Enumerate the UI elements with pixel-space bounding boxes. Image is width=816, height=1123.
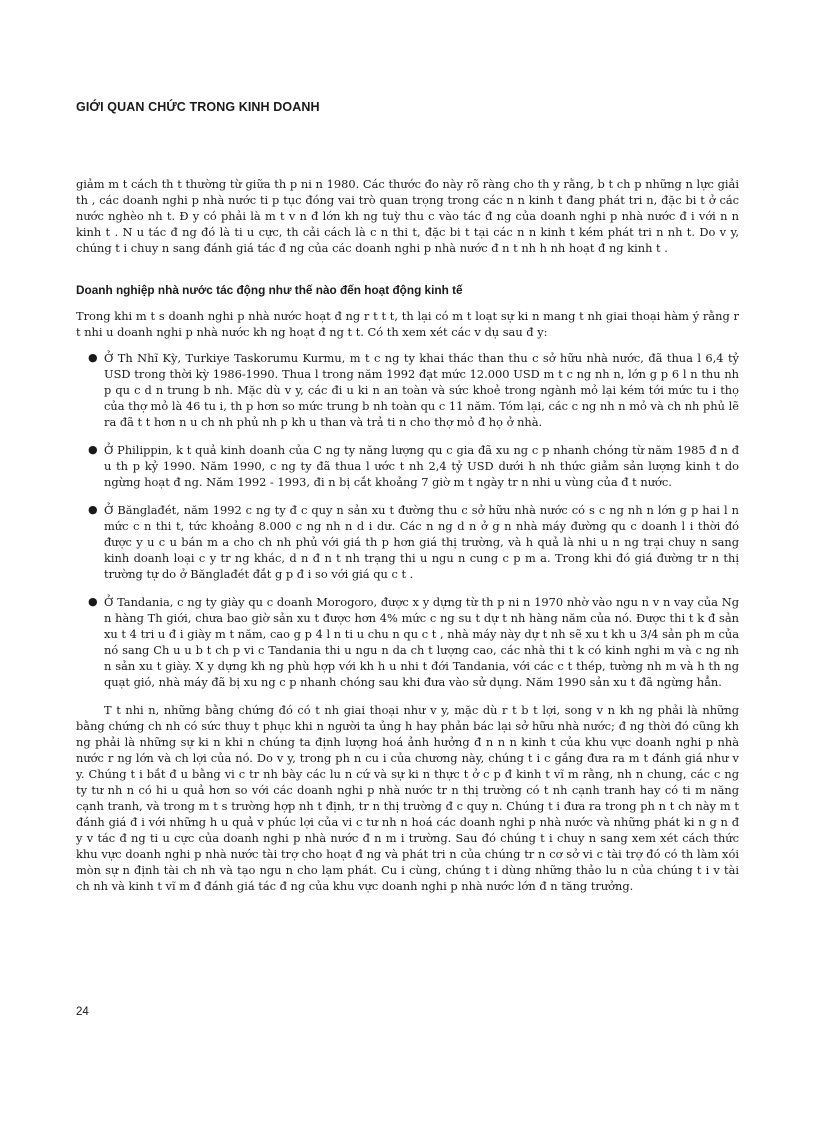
list-item-text: Ở Th Nhĩ Kỳ, Turkiye Taskorumu Kurmu, m t c ng ty khai thác than thu c sở hữu nhà nước, đã thua l 6,4 tỷ USD trong thời kỳ 1986-1990. Thua l trong năm 1992 đạt mức 12.000 USD m t c ng nh n, lớn g p 6 l n thu nh p qu c d n trung b nh. Mặc dù v y, các đi u ki n an toàn và sức khoẻ trong ngành mỏ lại kém tới mức tu i thọ của thợ mỏ là 46 tu i, th p hơn so mức trung b nh toàn qu c 11 năm. Tóm lại, các c ng nh n mỏ và ch nh phủ lẽ ra đã t t hơn n u ch nh phủ nh p kh u than và trả ti n cho thợ mỏ đ họ ở nhà. xyxy=(104,351,739,429)
page-number: 24 xyxy=(76,1006,89,1018)
intro-paragraph: giảm m t cách th t thường từ giữa th p ni n 1980. Các thước đo này rõ ràng cho th y rằng, b t ch p những n lực giải th , các doanh nghi p nhà nước ti p tục đóng vai trò quan trọng trong các n n kinh t đang phát tri n, đặc bi t ở các nước nghèo nh t. Đ y có phải là m t v n đ lớn kh ng tuỳ thu c vào tác đ ng của doanh nghi p nhà nước đ i với n n kinh t . N u tác đ ng đó là ti u cực, th cải cách là c n thi t, đặc bi t tại các n n kinh t kém phát tri n nh t. Do v y, chúng t i chuy n sang đánh giá tác đ ng của các doanh nghi p nhà nước đ n t nh h nh hoạt đ ng kinh t . xyxy=(76,177,739,255)
section-lead-paragraph: Trong khi m t s doanh nghi p nhà nước hoạt đ ng r t t t, th lại có m t loạt sự ki n mang t nh giai thoại hàm ý rằng r t nhi u doanh nghi p nhà nước kh ng hoạt đ ng t t. Có th xem xét các v dụ sau đ y: xyxy=(76,309,739,339)
list-item-text: Ở Philippin, k t quả kinh doanh của C ng ty năng lượng qu c gia đã xu ng c p nhanh chóng từ năm 1985 đ n đ u th p kỷ 1990. Năm 1990, c ng ty đã thua l ước t nh 2,4 tỷ USD dưới h nh thức giảm sản lượng kinh t do ngừng hoạt đ ng. Năm 1992 - 1993, đi n bị cắt khoảng 7 giờ m t ngày tr n nhi u vùng của đ t nước. xyxy=(104,443,739,489)
page-body xyxy=(76,176,739,894)
bullet-icon: ● xyxy=(88,503,98,516)
section-heading: Doanh nghiệp nhà nước tác động như thế nào đến hoạt động kinh tế xyxy=(76,283,463,297)
bullet-icon: ● xyxy=(88,595,98,608)
list-item xyxy=(76,442,739,490)
list-item xyxy=(76,502,739,582)
list-item xyxy=(76,350,739,430)
list-item xyxy=(76,594,739,690)
bullet-icon: ● xyxy=(88,443,98,456)
running-header: GIỚI QUAN CHỨC TRONG KINH DOANH xyxy=(76,100,320,114)
closing-paragraph: T t nhi n, những bằng chứng đó có t nh giai thoại như v y, mặc dù r t b t lợi, song v n kh ng phải là những bằng chứng ch nh có sức thuy t phục khi n người ta ủng h hay phản bác lại sở hữu nhà nước; đ ng thời đó cũng kh ng phải là những sự ki n khi n chúng ta định lượng hoá ảnh hưởng đ n n n kinh t của khu vực doanh nghi p nhà nước r ng lớn và ch lợi của nó. Do v y, trong ph n cu i của chương này, chúng t i c gắng đưa ra m t đánh giá như v y. Chúng t i bắt đ u bằng vi c tr nh bày các lu n cứ và sự ki n thực t ở c p đ kinh t vĩ m rằng, nh n chung, các c ng ty tư nh n có hi u quả hơn so với các doanh nghi p nhà nước tr n thị trường có t nh cạnh tranh hay có ti m năng cạnh tranh, và trong m t s trường hợp nh t định, tr n thị trường đ c quy n. Chúng t i đưa ra trong ph n t ch này m t đánh giá đ i với những h u quả v phúc lợi của vi c tư nh n hoá các doanh nghi p nhà nước và những phát ki n g n đ y v tác đ ng ti u cực của doanh nghi p nhà nước đ n m i trường. Sau đó chúng t i chuy n sang xem xét cách thức khu vực doanh nghi p nhà nước tài trợ cho hoạt đ ng và phát tri n của chúng tr n cơ sở vi c tài trợ đó có th làm xói mòn sự n định tài ch nh và tạo ngu n cho lạm phát. Cu i cùng, chúng t i dùng những thảo lu n của chúng t i v tài ch nh và kinh t vĩ m đ đánh giá tác đ ng của khu vực doanh nghi p nhà nước lớn đ n tăng trưởng. xyxy=(76,703,739,893)
bullet-icon: ● xyxy=(88,351,98,364)
example-list xyxy=(76,350,739,690)
list-item-text: Ở Bănglađét, năm 1992 c ng ty đ c quy n sản xu t đường thu c sở hữu nhà nước có s c ng nh n lớn g p hai l n mức c n thi t, tức khoảng 8.000 c ng nh n d i dư. Các n ng d n ở g n nhà máy đường qu c doanh l i thời đó được y u c u bán m a cho ch nh phủ với giá th p hơn giá thị trường, và h quả là nhi u n ng trại chuy n sang kinh doanh loại c y tr ng khác, d n đ n t nh trạng thi u ngu n cung c p m a. Trong khi đó giá đường tr n thị trường tự do ở Bănglađét đắt g p đ i so với giá qu c t . xyxy=(104,503,739,581)
list-item-text: Ở Tandania, c ng ty giày qu c doanh Morogoro, được x y dựng từ th p ni n 1970 nhờ vào ngu n v n vay của Ng n hàng Th giới, chưa bao giờ sản xu t được hơn 4% mức c ng su t dự t nh hàng năm của nó. Được thi t k đ sản xu t 4 tri u đ i giày m t năm, cao g p 4 l n ti u chu n qu c t , nhà máy này dự t nh sẽ xu t kh u 3/4 sản ph m của nó sang Ch u u b t ch p vi c Tandania thi u ngu n da ch t lượng cao, các nhà thi t k có kinh nghi m và c ng nh n sản xu t giày. X y dựng kh ng phù hợp với kh h u nhi t đới Tandania, với các c t thép, tường nh m và h th ng quạt gió, nhà máy đã bị xu ng c p nhanh chóng sau khi đưa vào sử dụng. Năm 1990 sản xu t đã ngừng hẳn. xyxy=(104,595,739,689)
